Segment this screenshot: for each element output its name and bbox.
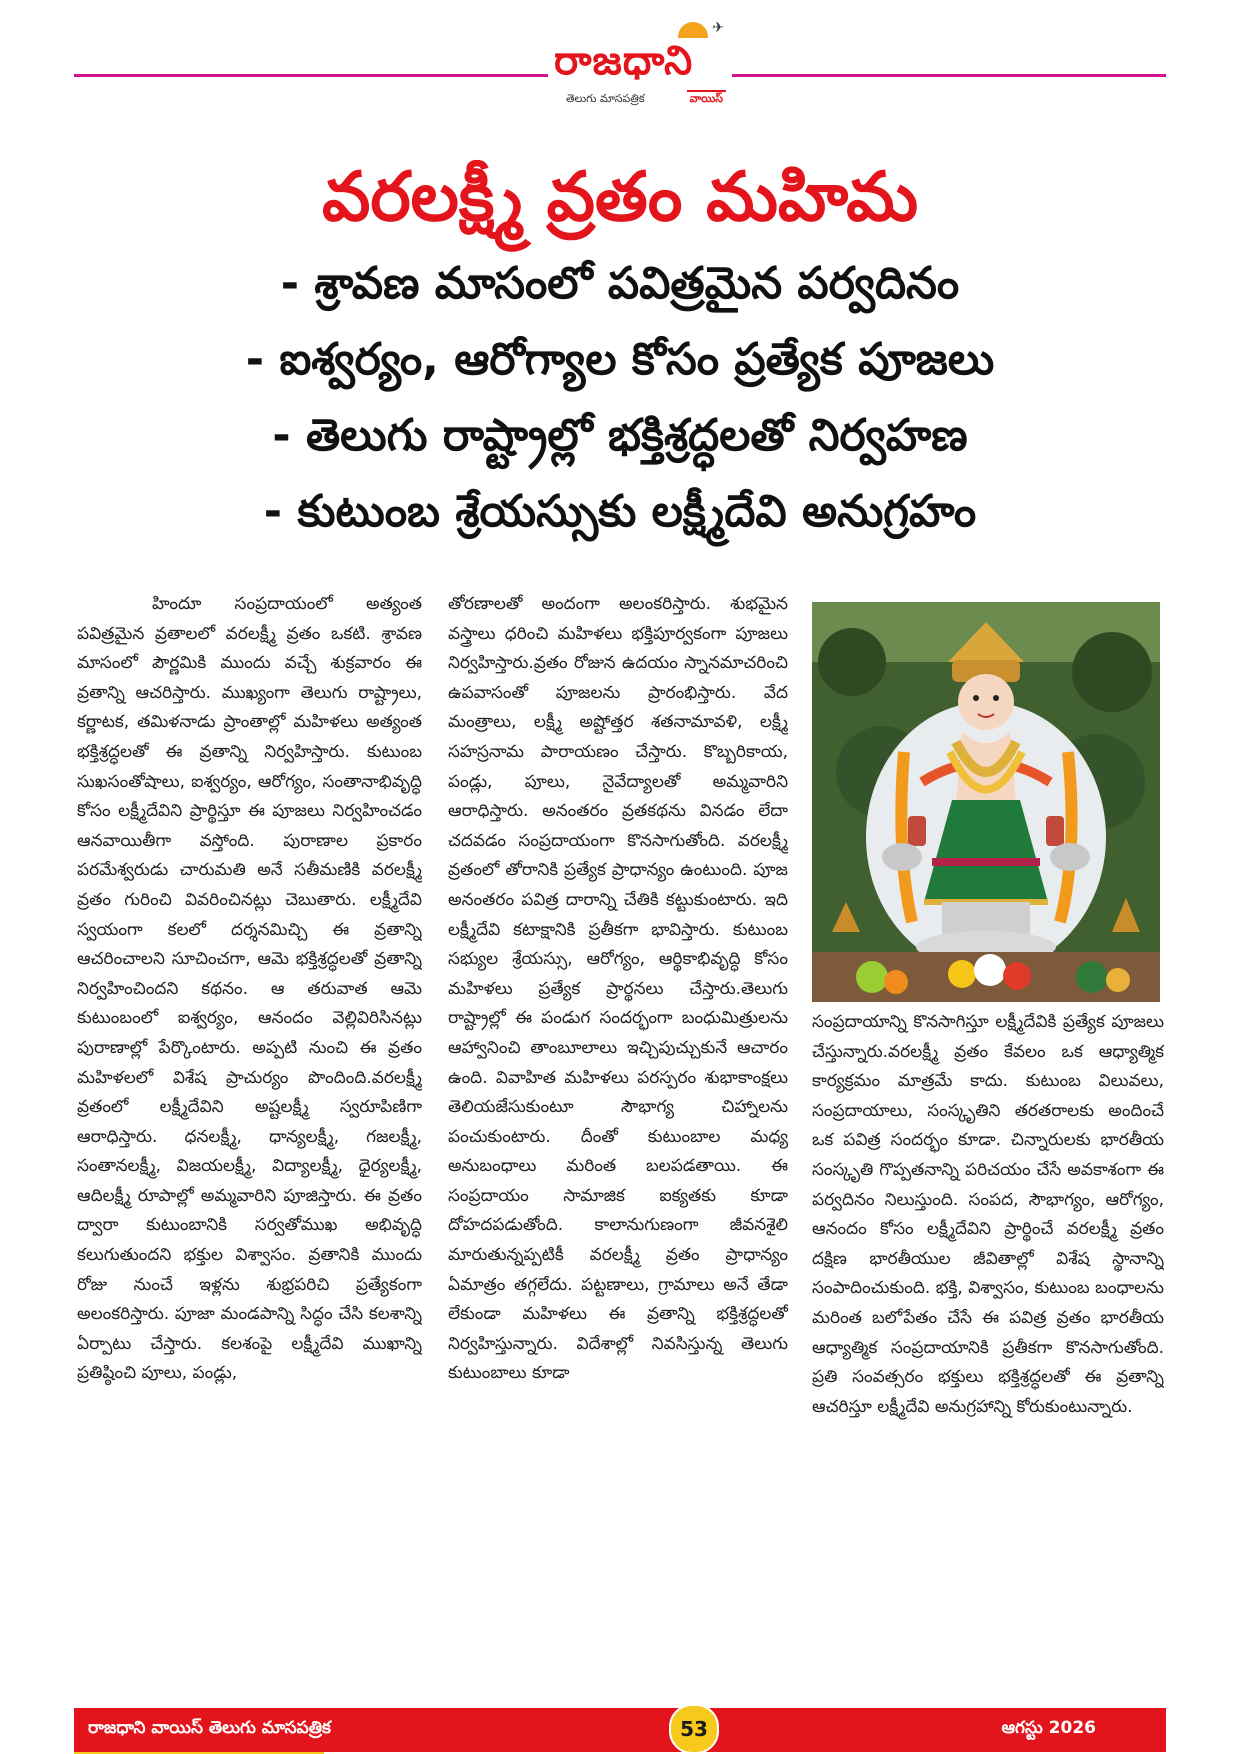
footer-publication: రాజధాని వాయిస్ తెలుగు మాసపత్రిక bbox=[88, 1718, 331, 1738]
highlight-item: - తెలుగు రాష్ట్రాల్లో భక్తిశ్రద్ధలతో నిర్వహణ bbox=[272, 410, 968, 461]
logo-voice: వాయిస్ bbox=[687, 90, 726, 108]
logo-subtitle: తెలుగు మాసపత్రిక bbox=[566, 92, 645, 105]
footer-date: ఆగస్టు 2026 bbox=[1001, 1718, 1096, 1738]
page-footer bbox=[74, 1708, 1166, 1752]
logo-text: రాజధాని bbox=[554, 38, 694, 84]
page-number: 53 bbox=[669, 1704, 719, 1754]
highlight-item: - కుటుంబ శ్రేయస్సుకు లక్ష్మీదేవి అనుగ్రహం bbox=[263, 486, 977, 537]
highlights-list bbox=[0, 246, 1240, 550]
goddess-lakshmi-photo bbox=[812, 602, 1160, 1002]
article-title: వరలక్ష్మీ వ్రతం మహిమ bbox=[321, 158, 919, 237]
highlight-item: - శ్రావణ మాసంలో పవిత్రమైన పర్వదినం bbox=[280, 258, 960, 309]
sun-icon bbox=[678, 22, 708, 38]
highlight-item: - ఐశ్వర్యం, ఆరోగ్యాల కోసం ప్రత్యేక పూజలు bbox=[245, 334, 995, 385]
article-column-1: హిందూ సంప్రదాయంలో అత్యంత పవిత్రమైన వ్రతాలలో వరలక్ష్మీ వ్రతం ఒకటి. శ్రావణ మాసంలో పౌర్ణమికి ముందు వచ్చే శుక్రవారం ఈ వ్రతాన్ని ఆచరిస్తారు. ముఖ్యంగా తెలుగు రాష్ట్రాలు, కర్ణాటక, తమిళనాడు ప్రాంతాల్లో మహిళలు అత్యంత భక్తిశ్రద్ధలతో ఈ వ్రతాన్ని నిర్వహిస్తారు. కుటుంబ సుఖసంతోషాలు, ఐశ్వర్యం, ఆరోగ్యం, సంతానాభివృద్ధి కోసం లక్ష్మీదేవిని ప్రార్థిస్తూ ఈ పూజలు నిర్వహించడం ఆనవాయితీగా వస్తోంది. పురాణాల ప్రకారం పరమేశ్వరుడు చారుమతి అనే సతీమణికి వరలక్ష్మీ వ్రతం గురించి వివరించినట్లు చెబుతారు. లక్ష్మీదేవి స్వయంగా కలలో దర్శనమిచ్చి ఈ వ్రతాన్ని ఆచరించాలని సూచించగా, ఆమె భక్తిశ్రద్ధలతో వ్రతాన్ని నిర్వహించిందని కథనం. ఆ తరువాత ఆమె కుటుంబంలో ఐశ్వర్యం, ఆనందం వెల్లివిరిసినట్లు పురాణాల్లో పేర్కొంటారు. అప్పటి నుంచి ఈ వ్రతం మహిళలలో విశేష ప్రాచుర్యం పొందింది.వరలక్ష్మీ వ్రతంలో లక్ష్మీదేవిని అష్టలక్ష్మీ స్వరూపిణిగా ఆరాధిస్తారు. ధనలక్ష్మీ, ధాన్యలక్ష్మీ, గజలక్ష్మీ, సంతానలక్ష్మీ, విజయలక్ష్మీ, విద్యాలక్ష్మీ, ధైర్యలక్ష్మీ, ఆదిలక్ష్మీ రూపాల్లో అమ్మవారిని పూజిస్తారు. ఈ వ్రతం ద్వారా కుటుంబానికి సర్వతోముఖ అభివృద్ధి కలుగుతుందని భక్తుల విశ్వాసం. వ్రతానికి ముందు రోజు నుంచే ఇళ్లను శుభ్రపరిచి ప్రత్యేకంగా అలంకరిస్తారు. పూజా మండపాన్ని సిద్ధం చేసి కలశాన్ని ఏర్పాటు చేస్తారు. కలశంపై లక్ష్మీదేవి ముఖాన్ని ప్రతిష్ఠించి పూలు, పండ్లు, bbox=[77, 594, 422, 1384]
bird-icon: ✈ bbox=[712, 20, 724, 36]
masthead-logo bbox=[548, 20, 732, 112]
article-column-2: తోరణాలతో అందంగా అలంకరిస్తారు. శుభమైన వస్త్రాలు ధరించి మహిళలు భక్తిపూర్వకంగా పూజలు నిర్వహిస్తారు.వ్రతం రోజున ఉదయం స్నానమాచరించి ఉపవాసంతో పూజలను ప్రారంభిస్తారు. వేద మంత్రాలు, లక్ష్మీ అష్టోత్తర శతనామావళి, లక్ష్మీ సహస్రనామ పారాయణం చేస్తారు. కొబ్బరికాయ, పండ్లు, పూలు, నైవేద్యాలతో అమ్మవారిని ఆరాధిస్తారు. అనంతరం వ్రతకథను వినడం లేదా చదవడం సంప్రదాయంగా కొనసాగుతోంది. వరలక్ష్మీ వ్రతంలో తోరానికి ప్రత్యేక ప్రాధాన్యం ఉంటుంది. పూజ అనంతరం పవిత్ర దారాన్ని చేతికి కట్టుకుంటారు. ఇది లక్ష్మీదేవి కటాక్షానికి ప్రతీకగా భావిస్తారు. కుటుంబ సభ్యుల శ్రేయస్సు, ఆరోగ్యం, ఆర్థికాభివృద్ధి కోసం మహిళలు ప్రత్యేక ప్రార్థనలు చేస్తారు.తెలుగు రాష్ట్రాల్లో ఈ పండుగ సందర్భంగా బంధుమిత్రులను ఆహ్వానించి తాంబూలాలు ఇచ్చిపుచ్చుకునే ఆచారం ఉంది. వివాహిత మహిళలు పరస్పరం శుభాకాంక్షలు తెలియజేసుకుంటూ సౌభాగ్య చిహ్నాలను పంచుకుంటారు. దీంతో కుటుంబాల మధ్య అనుబంధాలు మరింత బలపడతాయి. ఈ సంప్రదాయం సామాజిక ఐక్యతకు కూడా దోహదపడుతోంది. కాలానుగుణంగా జీవనశైలి మారుతున్నప్పటికీ వరలక్ష్మీ వ్రతం ప్రాధాన్యం ఏమాత్రం తగ్గలేదు. పట్టణాలు, గ్రామాలు అనే తేడా లేకుండా మహిళలు ఈ వ్రతాన్ని భక్తిశ్రద్ధలతో నిర్వహిస్తున్నారు. విదేశాల్లో నివసిస్తున్న తెలుగు కుటుంబాలు కూడా bbox=[448, 594, 788, 1384]
article-column-3: సంప్రదాయాన్ని కొనసాగిస్తూ లక్ష్మీదేవికి ప్రత్యేక పూజలు చేస్తున్నారు.వరలక్ష్మీ వ్రతం కేవలం ఒక ఆధ్యాత్మిక కార్యక్రమం మాత్రమే కాదు. కుటుంబ విలువలు, సంప్రదాయాలు, సంస్కృతిని తరతరాలకు అందించే ఒక పవిత్ర సందర్భం కూడా. చిన్నారులకు భారతీయ సంస్కృతి గొప్పతనాన్ని పరిచయం చేసే అవకాశంగా ఈ పర్వదినం నిలుస్తుంది. సంపద, సౌభాగ్యం, ఆరోగ్యం, ఆనందం కోసం లక్ష్మీదేవిని ప్రార్థించే వరలక్ష్మీ వ్రతం దక్షిణ భారతీయుల జీవితాల్లో విశేష స్థానాన్ని సంపాదించుకుంది. భక్తి, విశ్వాసం, కుటుంబ బంధాలను మరింత బలోపేతం చేసే ఈ పవిత్ర వ్రతం భారతీయ ఆధ్యాత్మిక సంప్రదాయానికి ప్రతీకగా కొనసాగుతోంది. ప్రతి సంవత్సరం భక్తులు భక్తిశ్రద్ధలతో ఈ వ్రతాన్ని ఆచరిస్తూ లక్ష్మీదేవి అనుగ్రహాన్ని కోరుకుంటున్నారు. bbox=[812, 1012, 1164, 1417]
